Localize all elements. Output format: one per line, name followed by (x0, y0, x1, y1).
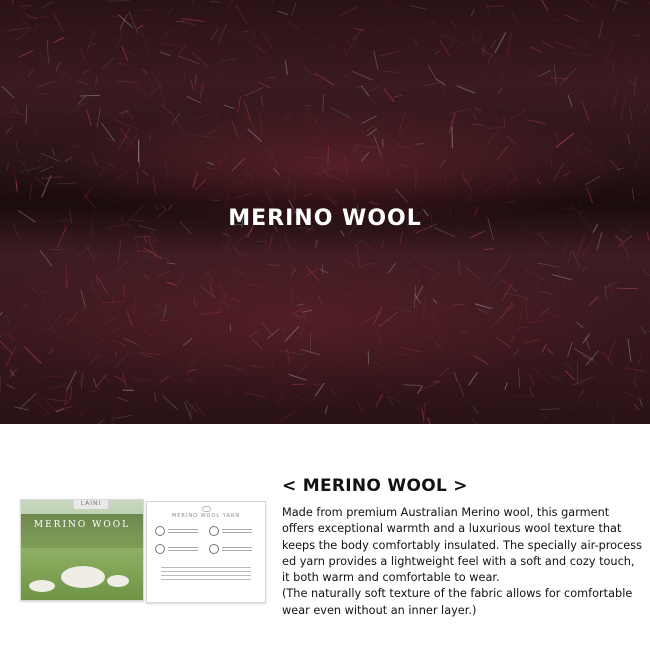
description-line: offers exceptional warmth and a luxurious wool texture that (282, 522, 622, 536)
product-tags-photo (18, 494, 268, 606)
description-line: Made from premium Australian Merino wool, this garment (282, 506, 610, 519)
tag-front-brand: MERINO WOOL (33, 520, 131, 530)
tag-hang-label: LAINI (73, 499, 109, 509)
description-line: ed yarn provides a lightweight feel with a soft and cozy touch, (282, 554, 635, 568)
description-line: it both warm and comfortable to wear. (282, 571, 500, 585)
sheep-icon (29, 580, 55, 592)
merino-tag-front (20, 499, 144, 601)
hand-icon (155, 544, 165, 554)
sun-icon (209, 544, 219, 554)
wool-icon (155, 526, 165, 536)
sheep-icon (107, 575, 129, 587)
merino-tag-back (146, 501, 266, 603)
sheep-icon (61, 566, 105, 588)
merino-description (282, 476, 647, 619)
feather-icon (209, 526, 219, 536)
banner-title: MERINO WOOL (228, 206, 422, 231)
tag-back-title: MERINO WOOL YARN (171, 513, 241, 519)
description-heading: < MERINO WOOL > (282, 476, 468, 496)
description-line: (The naturally soft texture of the fabric allows for comfortable (282, 587, 633, 601)
description-line: keeps the body comfortably insulated. The specially air-process (282, 538, 642, 552)
description-line: wear even without an inner layer.) (282, 603, 477, 617)
